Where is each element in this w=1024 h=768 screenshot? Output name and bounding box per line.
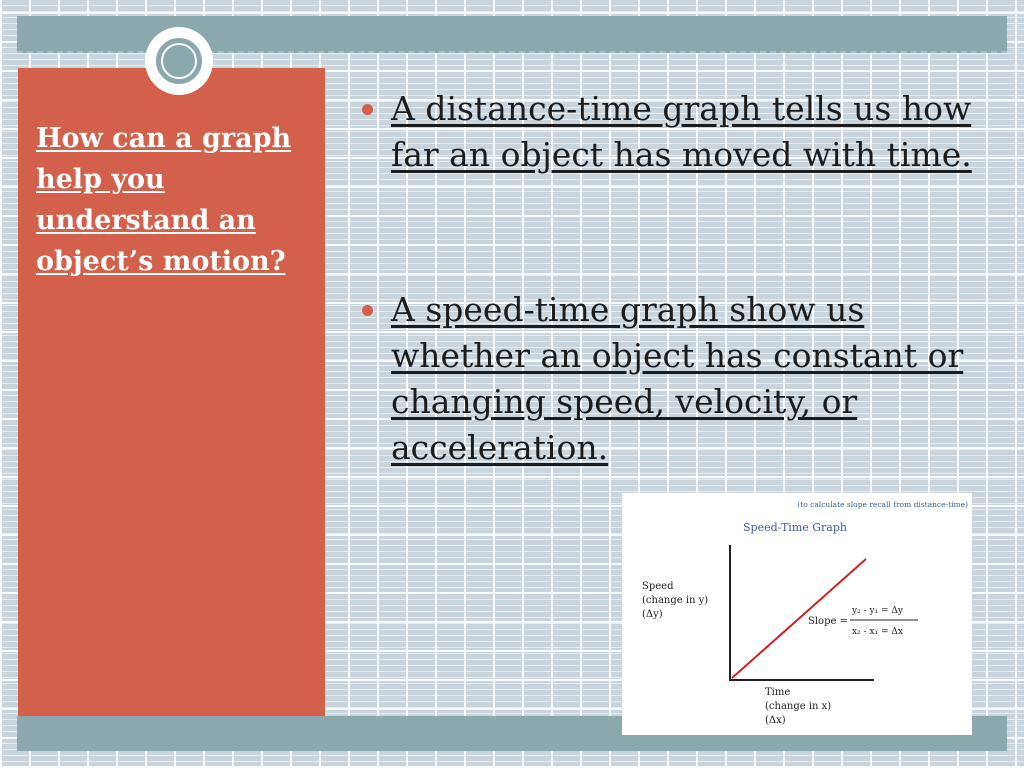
- slide-title: How can a graph help you understand an object’s motion?: [36, 123, 292, 277]
- xlabel-line3: (Δx): [765, 715, 786, 726]
- ylabel-line3: (Δy): [642, 609, 663, 620]
- ylabel-line2: (change in y): [642, 595, 709, 606]
- slope-denominator: x₂ - x₁ = Δx: [852, 627, 903, 637]
- xlabel-line1: Time: [765, 687, 791, 698]
- bullet-dot-icon: [362, 305, 373, 316]
- speed-time-graph-image: [622, 493, 972, 735]
- slope-label: Slope =: [808, 616, 848, 627]
- ylabel-line1: Speed: [642, 581, 674, 592]
- bullet-text: A distance-time graph tells us how far an object has moved with time.: [391, 89, 972, 174]
- bullet-item: [362, 287, 972, 471]
- figure-title: Speed-Time Graph: [743, 521, 847, 534]
- slope-numerator: y₂ - y₁ = Δy: [852, 606, 903, 616]
- bullet-text: A speed-time graph show us whether an object has constant or changing speed, velocity, or acceleration.: [391, 290, 964, 467]
- xlabel-line2: (change in x): [765, 701, 832, 712]
- bullet-item: [362, 86, 972, 178]
- circle-ring-inner: [161, 43, 197, 79]
- bullet-dot-icon: [362, 104, 373, 115]
- figure-note: (to calculate slope recall from distance-time): [797, 500, 968, 509]
